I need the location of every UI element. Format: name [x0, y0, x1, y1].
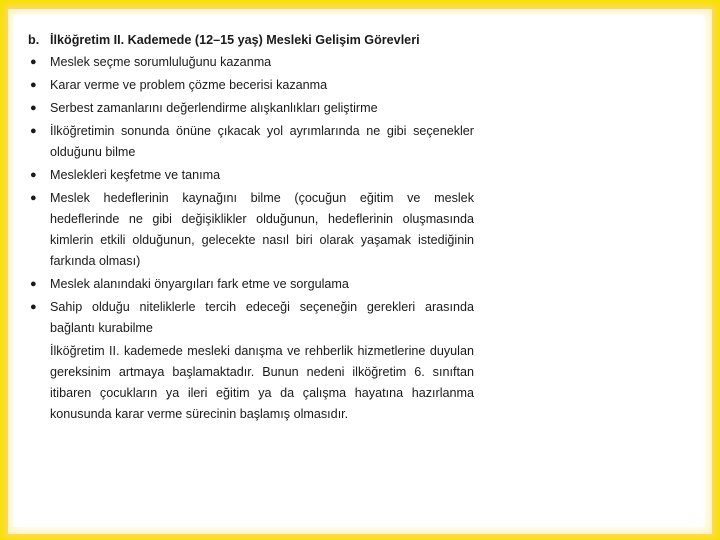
bullet-icon: ● — [30, 169, 37, 181]
list-item — [28, 98, 474, 119]
list-item — [28, 52, 474, 73]
slide-page — [13, 15, 703, 527]
list-item-text: Meslek hedeflerinin kaynağını bilme (çocuğun eğitim ve meslek hedeflerinde ne gibi değişiklikler olduğunun, hedeflerinin oluşmasında kimlerin etkili olduğunun, gelecekte nasıl biri olarak yaşamak istediğinin farkında olması) — [50, 191, 474, 268]
bullet-icon: ● — [30, 125, 37, 137]
list-item — [28, 121, 474, 163]
list-item — [28, 75, 474, 96]
bullet-icon: ● — [30, 301, 37, 313]
list-item — [28, 165, 474, 186]
section-heading — [28, 30, 474, 50]
document-content — [28, 30, 474, 425]
bullet-icon: ● — [30, 79, 37, 91]
list-item — [28, 297, 474, 339]
list-item — [28, 188, 474, 272]
list-item-text: Karar verme ve problem çözme becerisi kazanma — [50, 78, 328, 92]
bullet-icon: ● — [30, 278, 37, 290]
list-item-text: Meslekleri keşfetme ve tanıma — [50, 168, 221, 182]
list-item-text: Meslek alanındaki önyargıları fark etme ve sorgulama — [50, 277, 349, 291]
list-item-text: Meslek seçme sorumluluğunu kazanma — [50, 55, 272, 69]
bullet-icon: ● — [30, 56, 37, 68]
section-marker: b. — [28, 33, 40, 47]
bullet-icon: ● — [30, 102, 37, 114]
task-list — [28, 52, 474, 339]
slide-frame — [3, 3, 717, 537]
list-item-text: İlköğretimin sonunda önüne çıkacak yol ayrımlarında ne gibi seçenekler olduğunu bilme — [50, 124, 474, 159]
list-item-text: Serbest zamanlarını değerlendirme alışkanlıkları geliştirme — [50, 101, 378, 115]
list-item — [28, 274, 474, 295]
list-item-text: Sahip olduğu niteliklerle tercih edeceği seçeneğin gerekleri arasında bağlantı kurabilme — [50, 300, 474, 335]
body-paragraph: İlköğretim II. kademede mesleki danışma ve rehberlik hizmetlerine duyulan gereksinim artmaya başlamaktadır. Bunun nedeni ilköğretim 6. sınıftan itibaren çocukların ya ileri eğitim ya da çalışma hayatına hazırlanma konusunda karar verme sürecinin başlamış olmasıdır. — [50, 344, 474, 421]
section-heading-text: İlköğretim II. Kademede (12–15 yaş) Mesleki Gelişim Görevleri — [50, 33, 420, 47]
bullet-icon: ● — [30, 192, 37, 204]
